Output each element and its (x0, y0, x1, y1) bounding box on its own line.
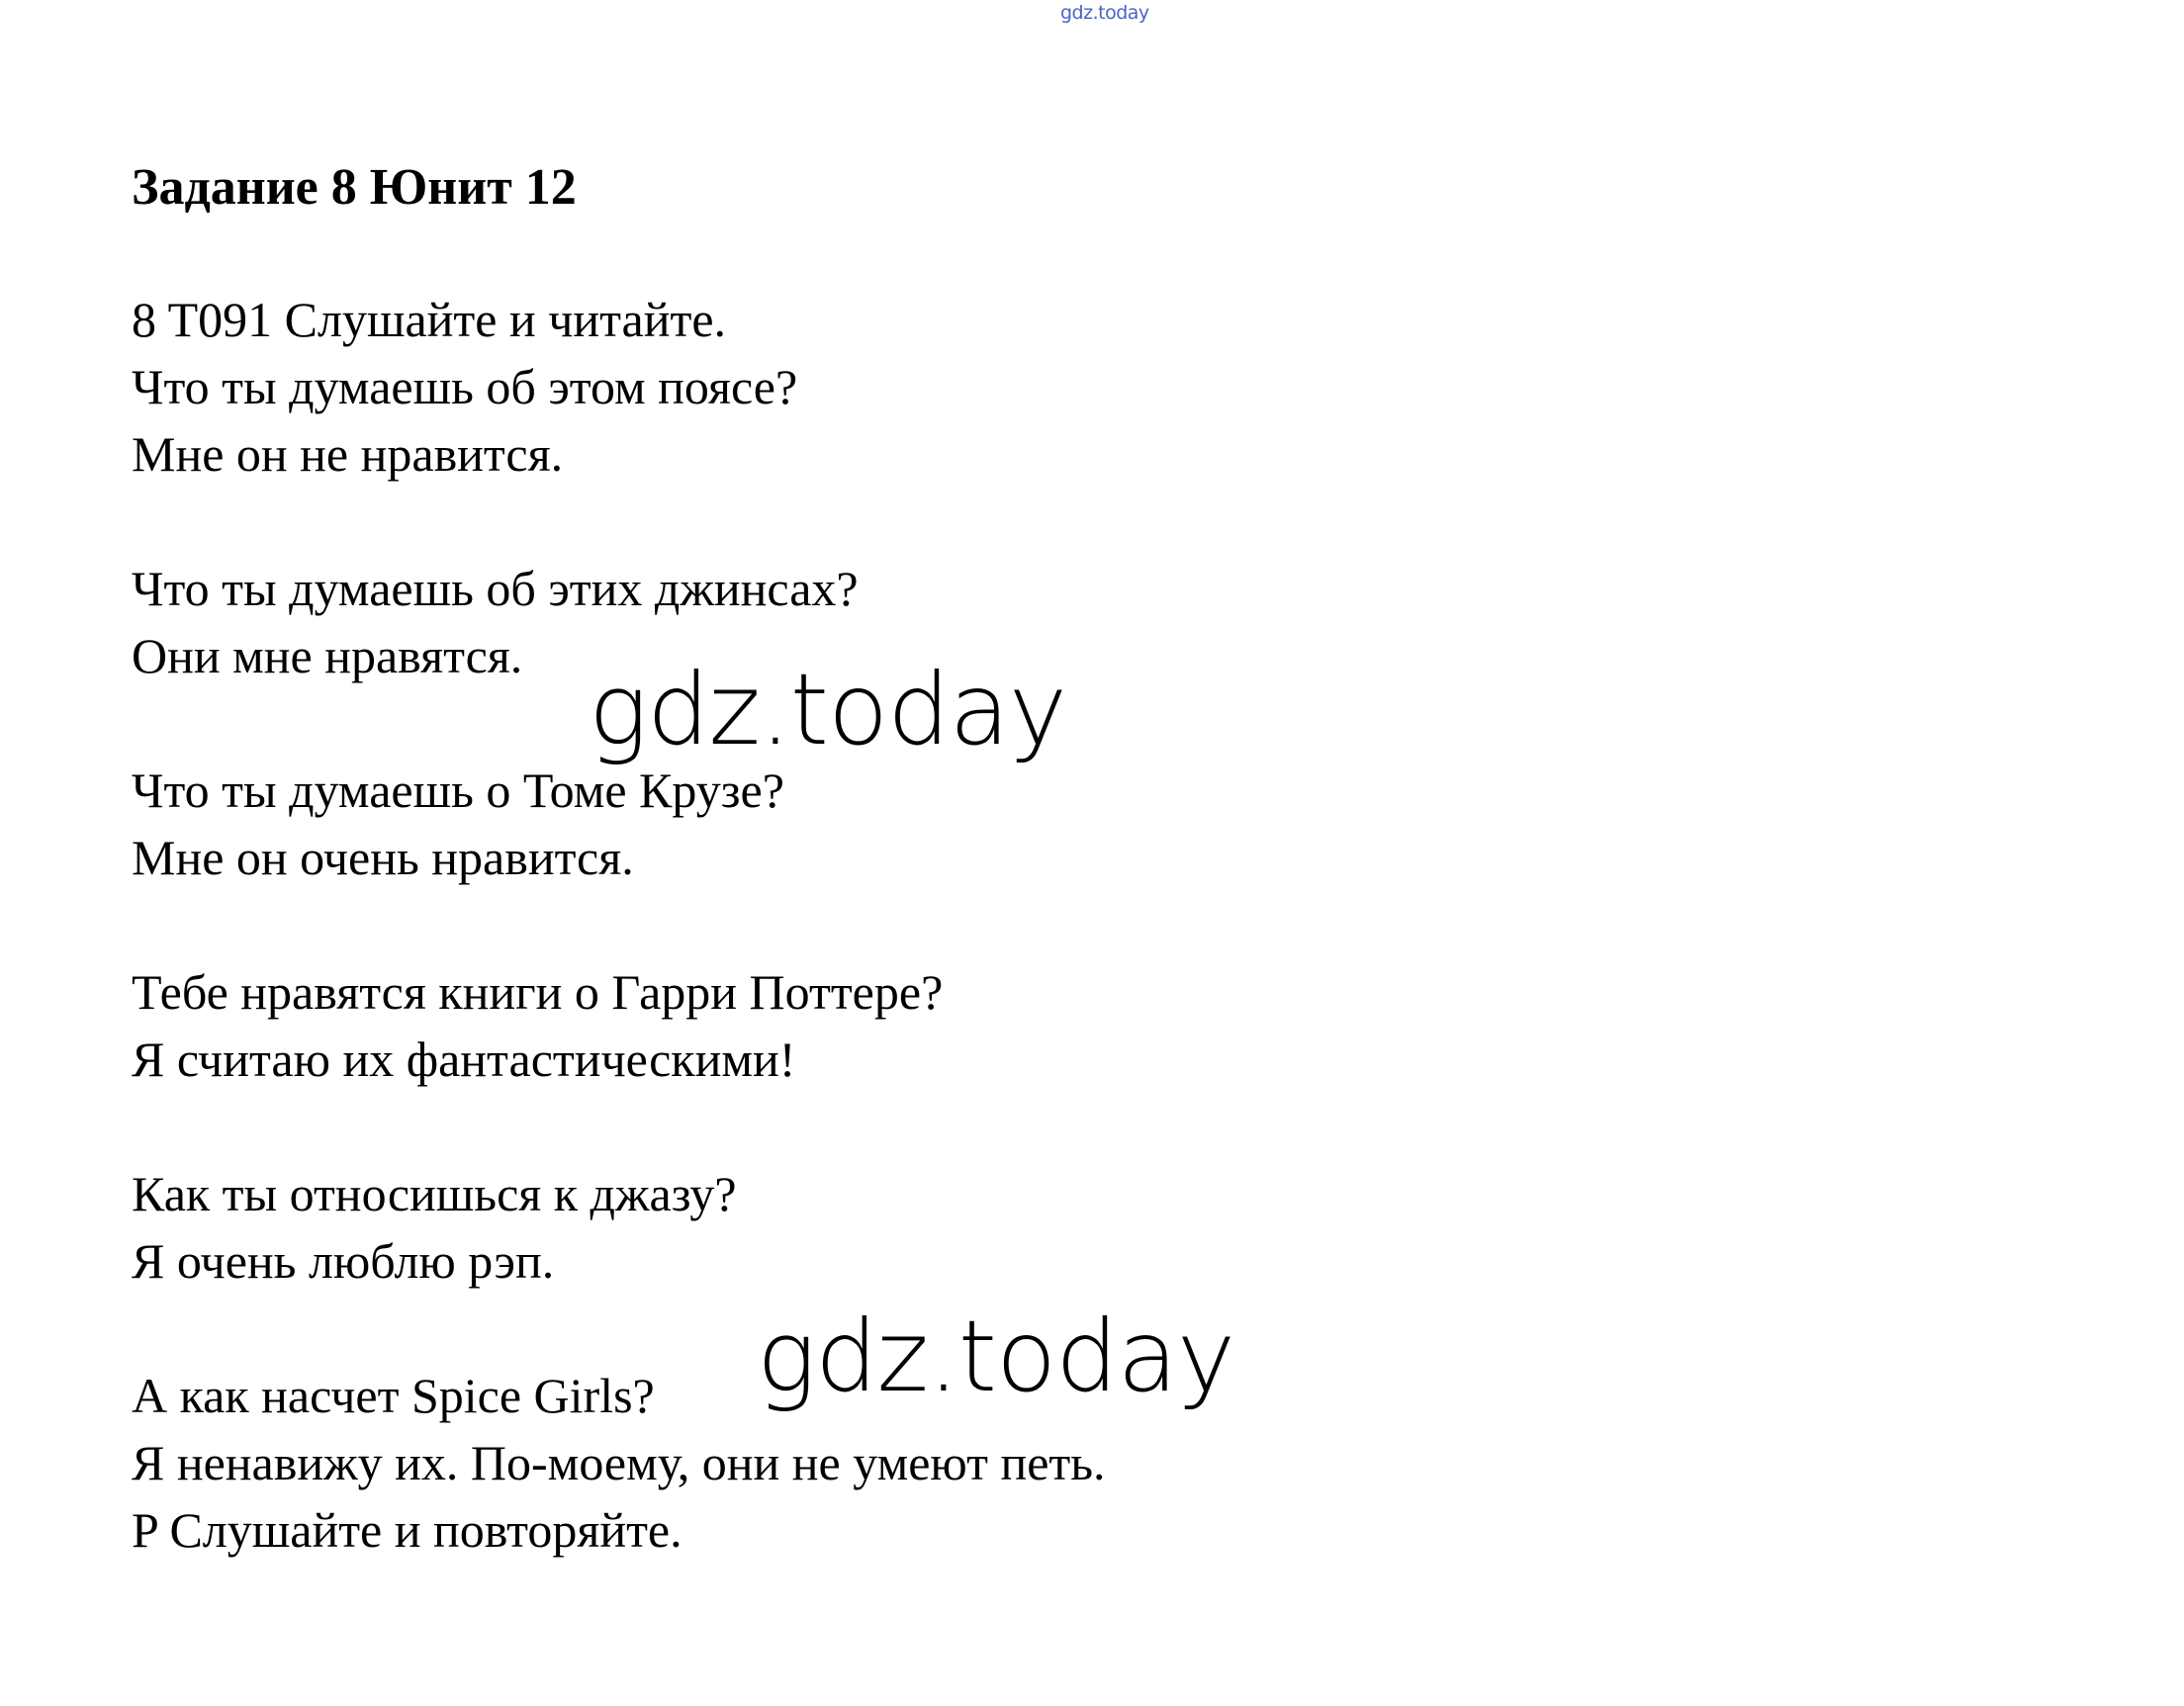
text-line: Я ненавижу их. По-моему, они не умеют петь. (132, 1435, 1106, 1490)
text-line: Я очень люблю рэп. (132, 1233, 555, 1289)
text-line: Тебе нравятся книги о Гарри Поттере? (132, 964, 944, 1020)
dialogue-block-4 (132, 958, 2011, 1093)
watermark-text: gdz.today (757, 1299, 1235, 1414)
text-line: Что ты думаешь об этих джинсах? (132, 561, 859, 616)
text-line: Как ты относишься к джазу? (132, 1166, 737, 1221)
dialogue-block-5 (132, 1160, 2011, 1295)
page-title: Задание 8 Юнит 12 (132, 159, 577, 216)
text-line: Мне он очень нравится. (132, 830, 634, 885)
text-line: А как насчет Spice Girls? (132, 1368, 655, 1423)
text-line: Они мне нравятся. (132, 628, 523, 683)
text-line: P Слушайте и повторяйте. (132, 1502, 682, 1558)
dialogue-block-3 (132, 757, 2011, 891)
watermark-text: gdz.today (589, 652, 1067, 767)
text-line: Я считаю их фантастическими! (132, 1032, 796, 1087)
dialogue-block-1 (132, 286, 2011, 488)
top-watermark: gdz.today (1060, 2, 1149, 24)
text-line: Мне он не нравится. (132, 426, 564, 482)
text-line: Что ты думаешь об этом поясе? (132, 359, 798, 414)
text-line: Что ты думаешь о Томе Крузе? (132, 763, 784, 818)
dialogue-block-2 (132, 555, 2011, 689)
text-line: 8 T091 Слушайте и читайте. (132, 292, 727, 347)
